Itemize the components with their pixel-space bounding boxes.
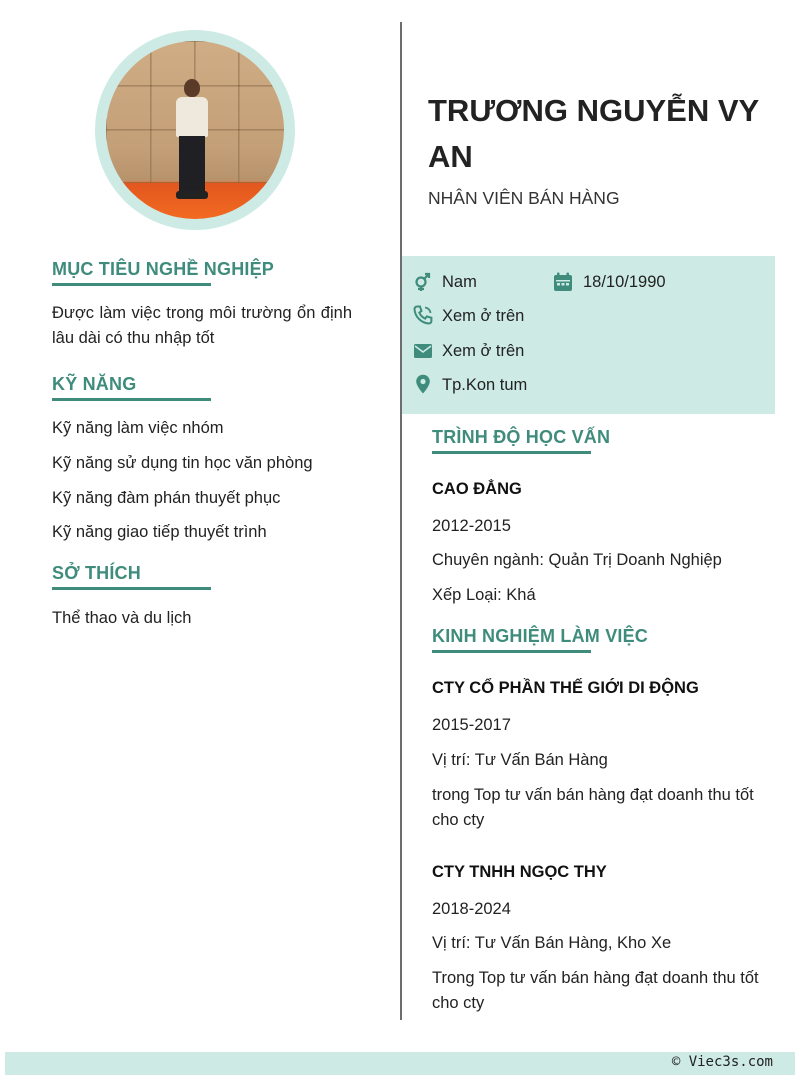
hobbies-title: SỞ THÍCH [52,563,141,583]
email-value: Xem ở trên [442,342,525,360]
job-title: NHÂN VIÊN BÁN HÀNG [428,188,620,208]
job-description: trong Top tư vấn bán hàng đạt doanh thu tốt cho cty [432,786,754,829]
contact-panel [402,256,775,414]
education-major: Chuyên ngành: Quản Trị Doanh Nghiệp [432,551,722,569]
footer-bar [5,1052,795,1075]
job-years: 2018-2024 [432,900,511,918]
education-underline [432,451,591,454]
objective-title: MỤC TIÊU NGHỀ NGHIỆP [52,259,275,279]
avatar [106,41,284,219]
footer-credit: © Viec3s.com [671,1054,773,1070]
education-years: 2012-2015 [432,517,511,535]
skill-item: Kỹ năng giao tiếp thuyết trình [52,523,267,541]
phone-icon [413,305,433,325]
job-description: Trong Top tư vấn bán hàng đạt doanh thu tốt cho cty [432,969,759,1012]
address-value: Tp.Kon tum [442,376,528,394]
education-rank: Xếp Loại: Khá [432,586,536,604]
envelope-icon [413,341,433,361]
skill-item: Kỹ năng sử dụng tin học văn phòng [52,454,313,472]
experience-title: KINH NGHIỆM LÀM VIỆC [432,626,649,646]
skills-title: KỸ NĂNG [52,374,137,394]
hobbies-text: Thể thao và du lịch [52,609,192,627]
column-divider [400,22,402,1020]
skill-item: Kỹ năng làm việc nhóm [52,419,224,437]
phone-value: Xem ở trên [442,307,525,325]
education-school: CAO ĐẲNG [432,480,522,498]
gender-value: Nam [442,273,477,291]
job-company: CTY CỔ PHẦN THẾ GIỚI DI ĐỘNG [432,679,699,697]
experience-underline [432,650,591,653]
skills-underline [52,398,211,401]
gender-icon [413,272,433,292]
birthday-value: 18/10/1990 [583,273,666,291]
job-company: CTY TNHH NGỌC THY [432,863,607,881]
skill-item: Kỹ năng đàm phán thuyết phục [52,489,281,507]
map-pin-icon [413,374,433,394]
job-years: 2015-2017 [432,716,511,734]
objective-underline [52,283,211,286]
education-title: TRÌNH ĐỘ HỌC VẤN [432,427,611,447]
objective-text: Được làm việc trong môi trường ổn định lâu dài có thu nhập tốt [52,304,352,347]
job-position: Vị trí: Tư Vấn Bán Hàng [432,751,608,769]
candidate-name: TRƯƠNG NGUYỄN VY AN [428,93,759,174]
hobbies-underline [52,587,211,590]
job-position: Vị trí: Tư Vấn Bán Hàng, Kho Xe [432,934,672,952]
calendar-icon [553,272,573,292]
